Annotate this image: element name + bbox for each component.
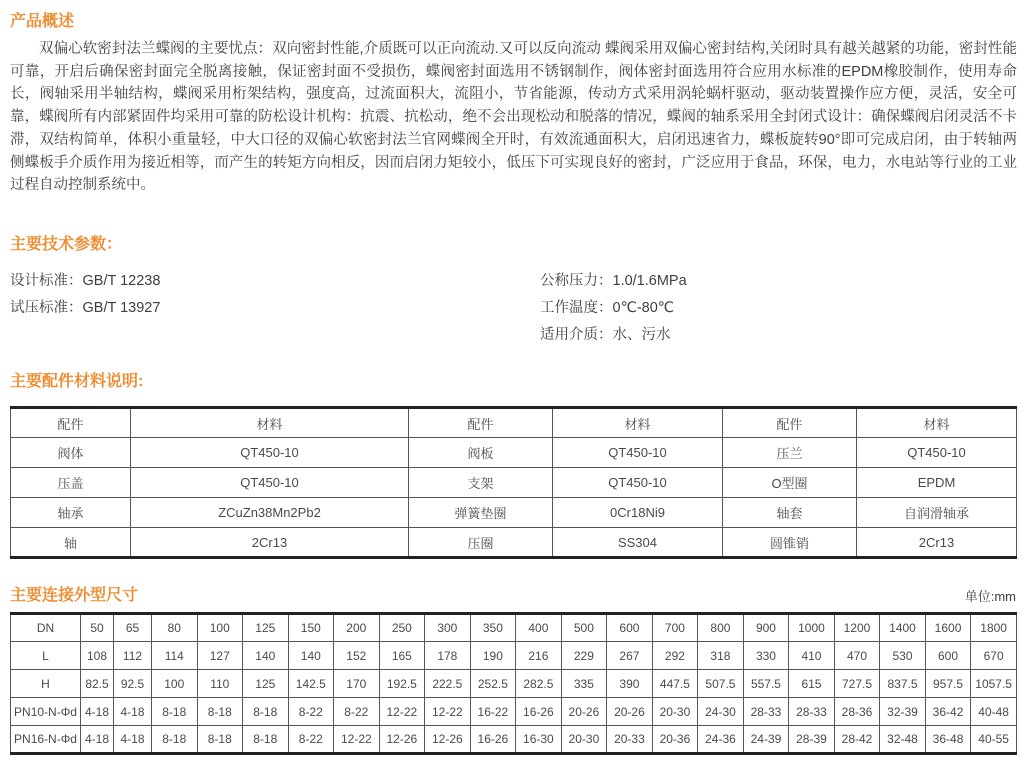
table-cell: 300 bbox=[425, 614, 471, 642]
table-cell: 弹簧垫圈 bbox=[409, 498, 553, 528]
table-cell: 20-33 bbox=[607, 726, 653, 754]
table-cell: 229 bbox=[561, 642, 607, 670]
table-cell: 12-26 bbox=[379, 726, 425, 754]
table-cell: QT450-10 bbox=[857, 438, 1017, 468]
table-cell: 800 bbox=[698, 614, 744, 642]
table-cell: 阀板 bbox=[409, 438, 553, 468]
table-cell: 110 bbox=[197, 670, 243, 698]
dimensions-table bbox=[10, 612, 1017, 755]
table-cell: 28-39 bbox=[789, 726, 835, 754]
table-cell: 292 bbox=[652, 642, 698, 670]
column-header: 配件 bbox=[409, 408, 553, 438]
table-cell: 1057.5 bbox=[971, 670, 1017, 698]
table-cell: 447.5 bbox=[652, 670, 698, 698]
table-cell: 727.5 bbox=[834, 670, 880, 698]
table-cell: 142.5 bbox=[288, 670, 334, 698]
table-cell: 670 bbox=[971, 642, 1017, 670]
table-cell: 4-18 bbox=[81, 726, 114, 754]
table-cell: 530 bbox=[880, 642, 926, 670]
table-cell: 222.5 bbox=[425, 670, 471, 698]
table-cell: 170 bbox=[334, 670, 380, 698]
table-cell: 4-18 bbox=[114, 726, 152, 754]
table-cell: 1400 bbox=[880, 614, 926, 642]
table-header-row bbox=[11, 408, 1017, 438]
table-cell: 16-30 bbox=[516, 726, 562, 754]
table-cell: 4-18 bbox=[114, 698, 152, 726]
param-nominal-pressure: 公称压力：1.0/1.6MPa bbox=[540, 273, 687, 289]
table-cell: 125 bbox=[243, 614, 289, 642]
table-cell: 2Cr13 bbox=[131, 528, 409, 558]
table-cell: 28-36 bbox=[834, 698, 880, 726]
column-header: 材料 bbox=[857, 408, 1017, 438]
table-cell: 267 bbox=[607, 642, 653, 670]
table-cell: 112 bbox=[114, 642, 152, 670]
table-cell: 轴承 bbox=[11, 498, 131, 528]
table-cell: 80 bbox=[152, 614, 198, 642]
table-cell: 140 bbox=[288, 642, 334, 670]
table-cell: 16-22 bbox=[470, 698, 516, 726]
table-cell: 16-26 bbox=[516, 698, 562, 726]
table-cell: 压圈 bbox=[409, 528, 553, 558]
table-cell: 0Cr18Ni9 bbox=[553, 498, 723, 528]
table-row bbox=[11, 528, 1017, 558]
table-row bbox=[11, 670, 1017, 698]
table-cell: 1200 bbox=[834, 614, 880, 642]
table-cell: 282.5 bbox=[516, 670, 562, 698]
table-cell: 200 bbox=[334, 614, 380, 642]
table-cell: 40-55 bbox=[971, 726, 1017, 754]
tech-params-left-column bbox=[10, 268, 540, 349]
table-cell: 8-18 bbox=[243, 698, 289, 726]
overview-body: 双偏心软密封法兰蝶阀的主要忧点：双向密封性能,介质既可以正向流动.又可以反向流动 蝶阀采用双偏心密封结构,关闭时具有越关越紧的功能，密封性能可靠，开启后确保密封面完全脱离接触，保证密封面不受损伤，蝶阀密封面选用不锈钢制作，阀体密封面选用符合应用水标准的EPDM橡胶制作，使用寿命长，阀轴采用半轴结构，蝶阀采用桁架结构，强度高，过流面积大，流阻小，节省能源，传动方式采用涡轮蜗杆驱动，驱动装置操作应方便，灵活，安全可靠，蝶阀所有内部紧固件均采用可靠的防松设计机构：抗震、抗松动，绝不会出现松动和脱落的情况，蝶阀的轴系采用全封闭式设计：确保蝶阀启闭灵活不卡滞，双结构简单，体积小重量轻，中大口径的双偏心软密封法兰官网蝶阀全开时，有效流通面积大，启闭迅速省力，蝶板旋转90°即可完成启闭，由于转轴两侧蝶板手介质作用为接近相等，而产生的转矩方向相反，因而启闭力矩较小，低压下可实现良好的密封，广泛应用于食品，环保，电力，水电站等行业的工业过程自动控制系统中。 bbox=[10, 41, 1017, 194]
table-cell: 350 bbox=[470, 614, 516, 642]
row-label: DN bbox=[11, 614, 81, 642]
table-cell: 837.5 bbox=[880, 670, 926, 698]
table-cell: 20-36 bbox=[652, 726, 698, 754]
table-cell: 压盖 bbox=[11, 468, 131, 498]
overview-title: 产品概述 bbox=[10, 13, 75, 30]
table-cell: 114 bbox=[152, 642, 198, 670]
table-cell: 20-30 bbox=[561, 726, 607, 754]
table-cell: 8-18 bbox=[197, 698, 243, 726]
table-cell: 24-36 bbox=[698, 726, 744, 754]
table-cell: 178 bbox=[425, 642, 471, 670]
table-cell: 12-26 bbox=[425, 726, 471, 754]
table-cell: 615 bbox=[789, 670, 835, 698]
table-cell: 32-39 bbox=[880, 698, 926, 726]
table-cell: 108 bbox=[81, 642, 114, 670]
table-cell: 8-18 bbox=[197, 726, 243, 754]
table-cell: 318 bbox=[698, 642, 744, 670]
materials-table bbox=[10, 406, 1017, 559]
table-cell: 12-22 bbox=[379, 698, 425, 726]
table-cell: 1800 bbox=[971, 614, 1017, 642]
row-label: PN10-N-Φd bbox=[11, 698, 81, 726]
table-cell: O型圈 bbox=[723, 468, 857, 498]
table-cell: 100 bbox=[197, 614, 243, 642]
table-row bbox=[11, 498, 1017, 528]
tech-params bbox=[10, 268, 1017, 349]
table-cell: 轴 bbox=[11, 528, 131, 558]
table-row bbox=[11, 614, 1017, 642]
table-cell: 252.5 bbox=[470, 670, 516, 698]
table-cell: 36-42 bbox=[925, 698, 971, 726]
table-cell: 127 bbox=[197, 642, 243, 670]
table-cell: 24-39 bbox=[743, 726, 789, 754]
table-cell: ZCuZn38Mn2Pb2 bbox=[131, 498, 409, 528]
table-cell: 24-30 bbox=[698, 698, 744, 726]
row-label: PN16-N-Φd bbox=[11, 726, 81, 754]
table-cell: 65 bbox=[114, 614, 152, 642]
table-cell: 557.5 bbox=[743, 670, 789, 698]
table-cell: 40-48 bbox=[971, 698, 1017, 726]
table-cell: 82.5 bbox=[81, 670, 114, 698]
table-cell: 12-22 bbox=[334, 726, 380, 754]
param-working-temperature: 工作温度：0℃-80℃ bbox=[540, 300, 675, 316]
table-cell: 150 bbox=[288, 614, 334, 642]
table-cell: 216 bbox=[516, 642, 562, 670]
table-cell: 330 bbox=[743, 642, 789, 670]
table-cell: 8-18 bbox=[152, 698, 198, 726]
table-cell: 1000 bbox=[789, 614, 835, 642]
tech-params-title: 主要技术参数： bbox=[10, 236, 123, 253]
table-cell: 600 bbox=[925, 642, 971, 670]
table-cell: SS304 bbox=[553, 528, 723, 558]
table-row bbox=[11, 438, 1017, 468]
column-header: 材料 bbox=[553, 408, 723, 438]
table-cell: 阀体 bbox=[11, 438, 131, 468]
table-cell: 8-18 bbox=[243, 726, 289, 754]
table-cell: 190 bbox=[470, 642, 516, 670]
table-cell: 2Cr13 bbox=[857, 528, 1017, 558]
table-cell: 507.5 bbox=[698, 670, 744, 698]
table-cell: 自润滑轴承 bbox=[857, 498, 1017, 528]
param-design-standard: 设计标准：GB/T 12238 bbox=[10, 273, 161, 289]
column-header: 配件 bbox=[11, 408, 131, 438]
table-cell: 8-22 bbox=[288, 726, 334, 754]
table-cell: 28-33 bbox=[789, 698, 835, 726]
table-cell: 20-30 bbox=[652, 698, 698, 726]
table-cell: 700 bbox=[652, 614, 698, 642]
table-cell: 400 bbox=[516, 614, 562, 642]
table-cell: 圆锥销 bbox=[723, 528, 857, 558]
table-cell: QT450-10 bbox=[553, 468, 723, 498]
table-cell: 900 bbox=[743, 614, 789, 642]
table-cell: 250 bbox=[379, 614, 425, 642]
table-cell: 支架 bbox=[409, 468, 553, 498]
table-cell: 28-33 bbox=[743, 698, 789, 726]
table-row bbox=[11, 468, 1017, 498]
row-label: H bbox=[11, 670, 81, 698]
table-cell: 8-18 bbox=[152, 726, 198, 754]
materials-title: 主要配件材料说明: bbox=[10, 373, 144, 390]
table-cell: 1600 bbox=[925, 614, 971, 642]
table-cell: 50 bbox=[81, 614, 114, 642]
column-header: 配件 bbox=[723, 408, 857, 438]
column-header: 材料 bbox=[131, 408, 409, 438]
table-cell: 32-48 bbox=[880, 726, 926, 754]
table-cell: 8-22 bbox=[334, 698, 380, 726]
table-cell: 28-42 bbox=[834, 726, 880, 754]
table-cell: 20-26 bbox=[607, 698, 653, 726]
table-cell: 470 bbox=[834, 642, 880, 670]
table-cell: 20-26 bbox=[561, 698, 607, 726]
table-cell: 500 bbox=[561, 614, 607, 642]
table-cell: 410 bbox=[789, 642, 835, 670]
table-cell: 390 bbox=[607, 670, 653, 698]
table-row bbox=[11, 726, 1017, 754]
table-cell: 8-22 bbox=[288, 698, 334, 726]
table-cell: EPDM bbox=[857, 468, 1017, 498]
table-cell: 165 bbox=[379, 642, 425, 670]
table-row bbox=[11, 698, 1017, 726]
table-cell: QT450-10 bbox=[131, 438, 409, 468]
table-cell: QT450-10 bbox=[131, 468, 409, 498]
tech-params-right-column bbox=[540, 268, 687, 349]
table-cell: 192.5 bbox=[379, 670, 425, 698]
table-cell: 压兰 bbox=[723, 438, 857, 468]
table-cell: 140 bbox=[243, 642, 289, 670]
param-test-pressure-standard: 试压标准：GB/T 13927 bbox=[10, 300, 161, 316]
table-row bbox=[11, 642, 1017, 670]
table-cell: 轴套 bbox=[723, 498, 857, 528]
table-cell: 152 bbox=[334, 642, 380, 670]
table-cell: QT450-10 bbox=[553, 438, 723, 468]
table-cell: 335 bbox=[561, 670, 607, 698]
row-label: L bbox=[11, 642, 81, 670]
table-cell: 600 bbox=[607, 614, 653, 642]
table-cell: 100 bbox=[152, 670, 198, 698]
table-cell: 92.5 bbox=[114, 670, 152, 698]
table-cell: 16-26 bbox=[470, 726, 516, 754]
table-cell: 957.5 bbox=[925, 670, 971, 698]
param-applicable-medium: 适用介质：水、污水 bbox=[540, 327, 671, 343]
table-cell: 12-22 bbox=[425, 698, 471, 726]
table-cell: 36-48 bbox=[925, 726, 971, 754]
table-cell: 4-18 bbox=[81, 698, 114, 726]
unit-note: 单位:mm bbox=[964, 589, 1016, 604]
dimensions-title: 主要连接外型尺寸 bbox=[10, 587, 139, 604]
table-cell: 125 bbox=[243, 670, 289, 698]
